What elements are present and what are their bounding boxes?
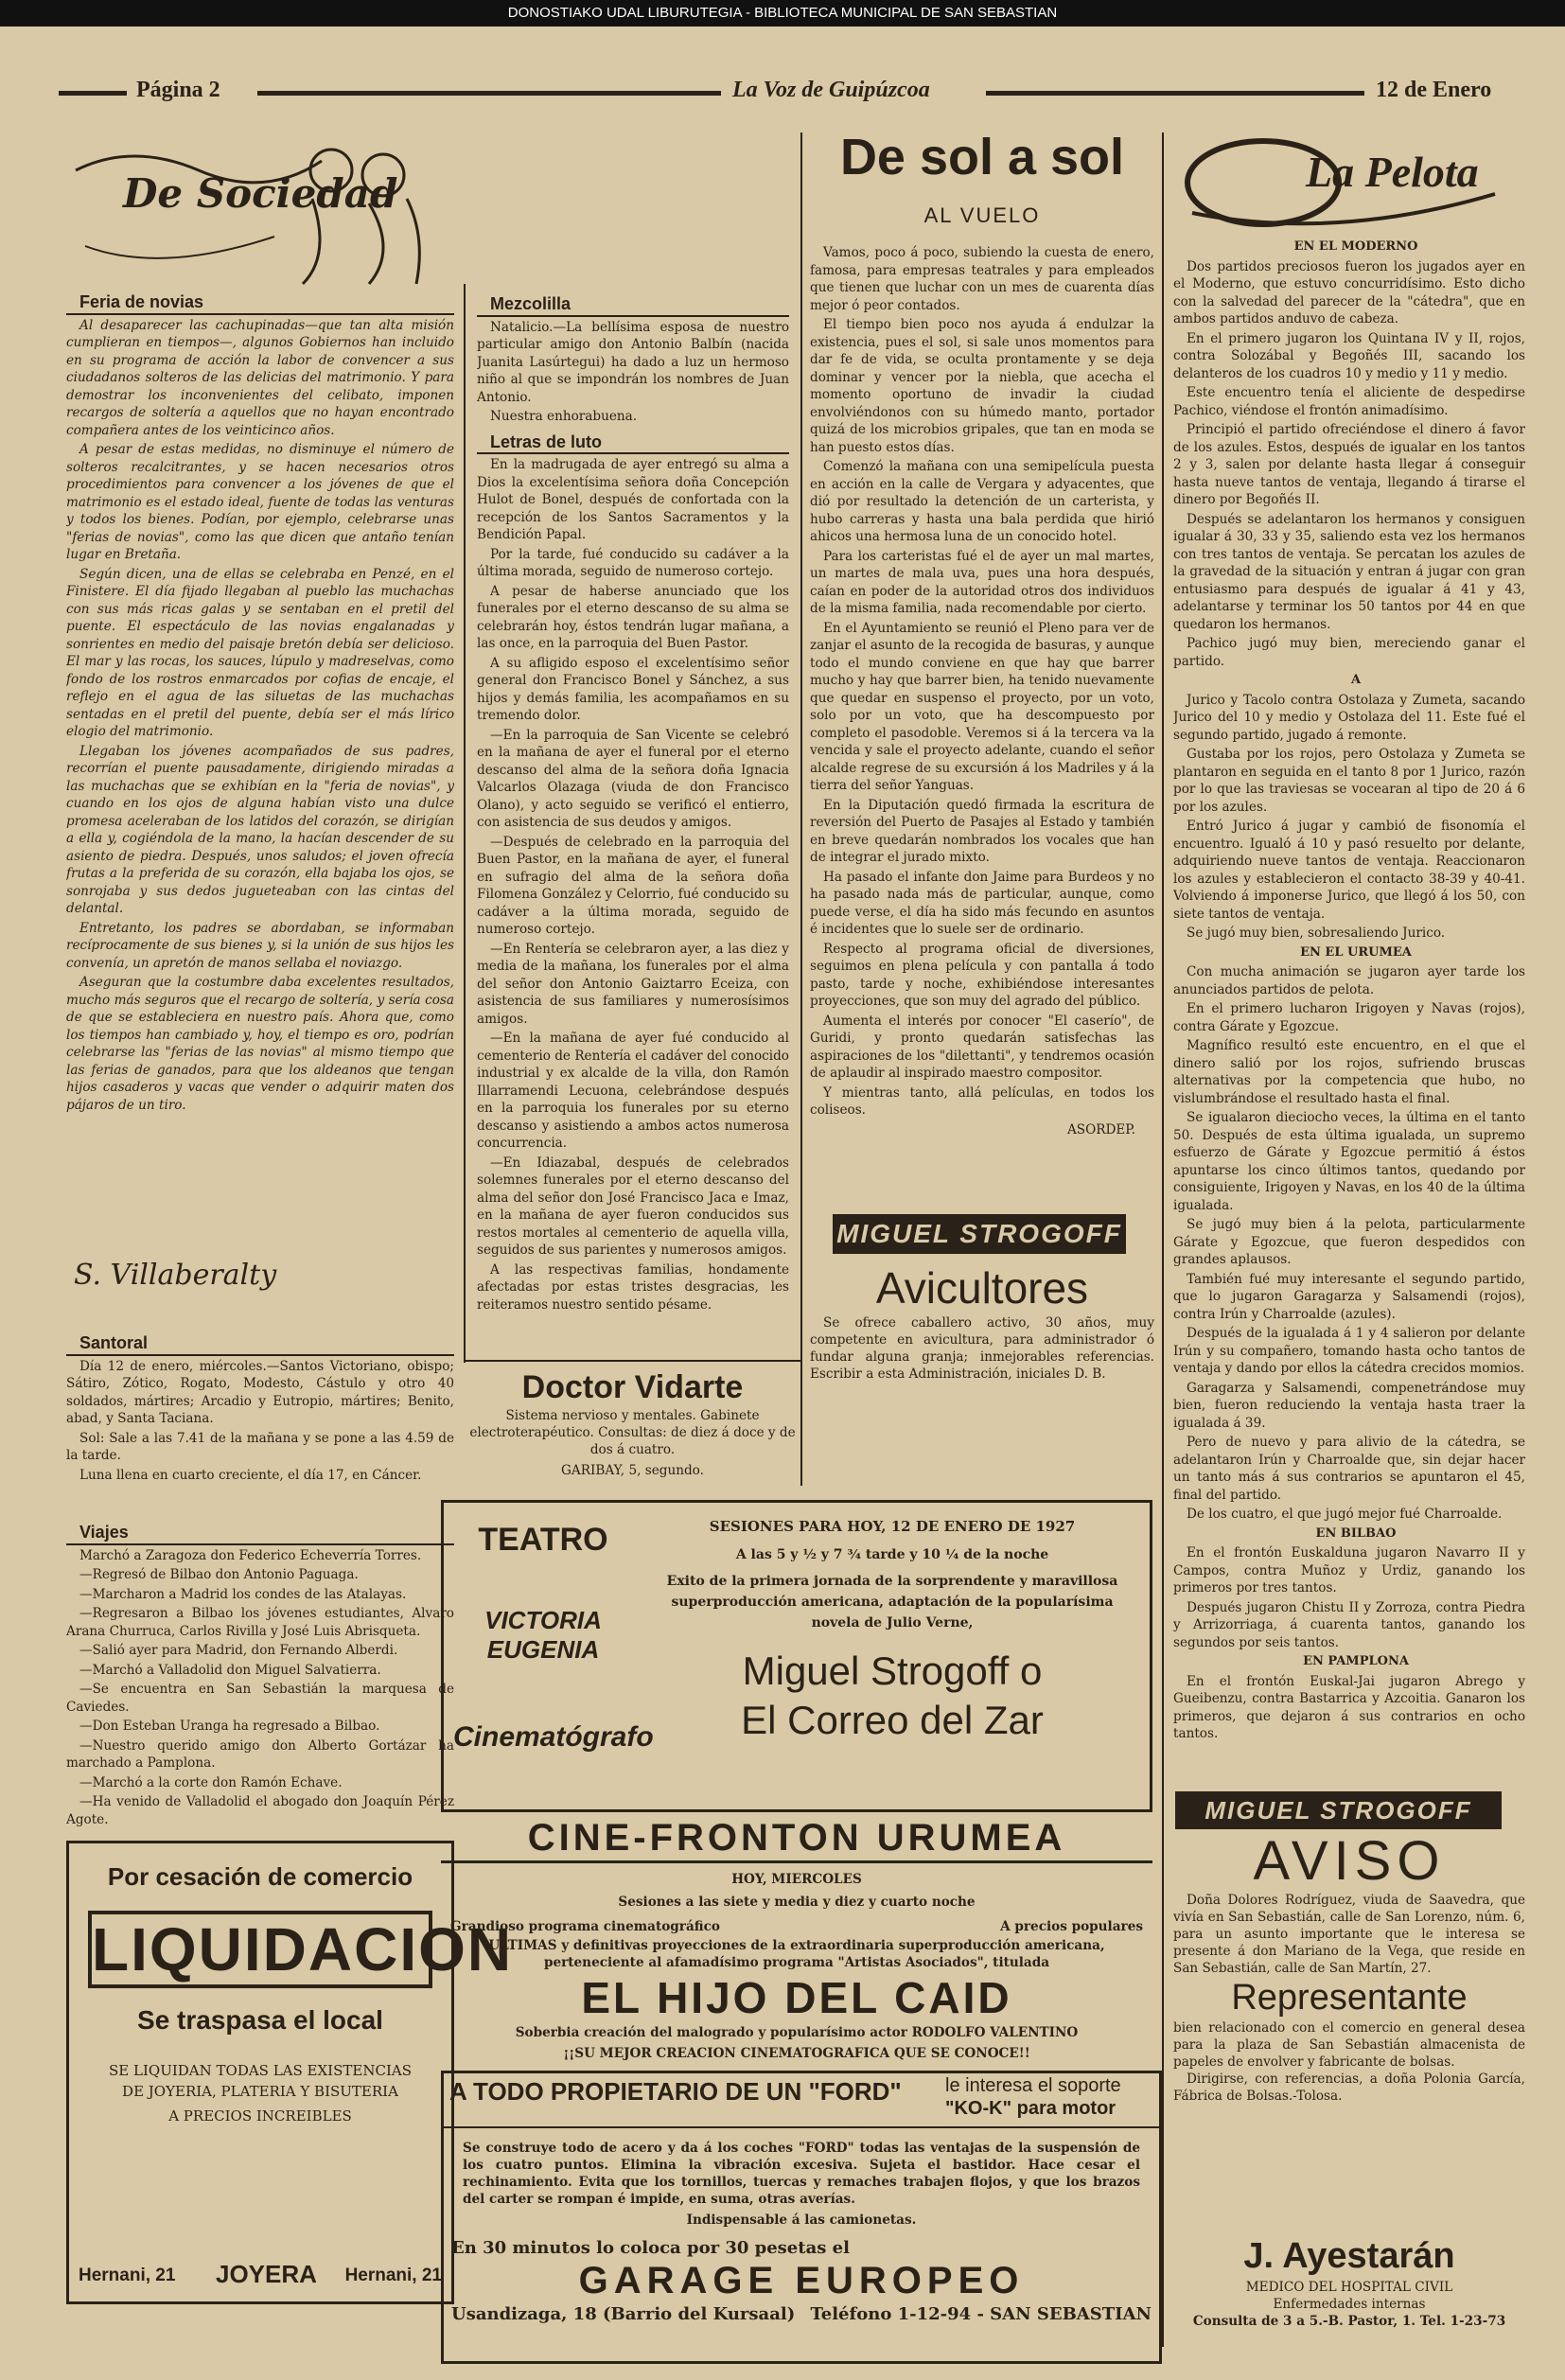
header-rule [986,91,1364,96]
paragraph: —Se encuentra en San Sebastián la marquesa de Caviedes. [66,1682,454,1715]
logo-lettering: La Pelota [1306,148,1479,196]
paragraph: También fué muy interesante el segundo partido, que lo jugaron Garagarza y Salsamendi (rojos), contra Irún y Charroalde (azules). [1173,1271,1525,1322]
paragraph: Después se adelantaron los hermanos y consiguen igualar á 30, 33 y 35, saliendo esta vez los hermanos con tres tantos de ventaja. Se percatan los azules de la gravedad de la situación y entran á jugar con gran entusiasmo para después de igualar á 41 y 43, adelantarse y terminar los 50 tantos por 44 en que quedaron los hermanos. [1173,511,1525,632]
paragraph: Nuestra enhorabuena. [490,409,638,424]
paragraph: En el frontón Euskal-Jai jugaron Abrego y Gueibenzu, contra Bastarrica y Azcoitia. Ganaron los primeros, que dejaron á sus contrarios en ocho tantos. [1173,1673,1525,1741]
paragraph: —En Rentería se celebraron ayer, a las diez y media de la mañana, los funerales por el alma del señor don Antonio Gaiztarro Eceiza, con asistencia de sus familiares y numerosísimos amigos. [477,941,789,1027]
representante-contact: Dirigirse, con referencias, a doña Polonia García, Fábrica de Bolsas.-Tolosa. [1173,2071,1525,2104]
paragraph: —En la parroquia de San Vicente se celebró en la mañana de ayer el funeral por el eterno descanso del alma de la señora doña Ignacia Valcarlos Olazaga (viuda de don Francisco Olano), y acto seguido se verificó el entierro, con asistencia de sus deudos y amigos. [477,727,789,830]
garage-name: GARAGE EUROPEO [578,2260,1025,2301]
subheading: EN PAMPLONA [1303,1654,1409,1668]
garage-footer [444,2304,1159,2329]
paragraph: En el primero lucharon Irigoyen y Navas (rojos), contra Gárate y Egozcue. [1173,1001,1525,1034]
paragraph: Se jugó muy bien á la pelota, particularmente Gárate y Egozcue, que fueron despedidos con grandes aplausos. [1173,1217,1525,1267]
header-rule [59,91,127,96]
garage-europeo-ad [441,2071,1162,2364]
paragraph: Llegaban los jóvenes acompañados de sus padres, recorrían el puente pausadamente, dirigiendo miradas a las muchachas que se exhibían en la "feria de novias", y cuando en los ojos de alguna habían visto una dulce promesa aceleraban de los latidos del corazón, se dirigían a ella y, cogiéndola de la mano, la hacían descender de su asiento de piedra. Después, unos saludos; el joven ofrecía frutas a la preferida de su corazón, ella bajaba los ojos, se sonrojaba y sus dedos jugueteaban con las cintas del delantal. [66,743,454,916]
paragraph: Comenzó la mañana con una semipelícula puesta en acción en la calle de Vergara y adyacentes, que dió por resultado la detención de un carterista, y hubo carreras y hasta una bala perdida que hirió ahicos una hermosa luna de un conocido hotel. [810,459,1154,544]
paragraph: En la madrugada de ayer entregó su alma a Dios la excelentísima señora doña Concepción Hulot de Bonel, después de confortada con la recepción de los Santos Sacramentos y la Bendición Papal. [477,457,789,542]
paragraph: Garagarza y Salsamendi, compenetrándose muy bien, fueron reduciendo la ventaja hasta traer la igualada á 39. [1173,1380,1525,1431]
ford-minutes: En 30 minutos lo coloca por 30 pesetas el [451,2238,850,2258]
paragraph: Día 12 de enero, miércoles.—Santos Victoriano, obispo; Sátiro, Zótico, Rogato, Modesto, Cástulo y otro 40 soldados, mártires; Arcadio y Eutropio, mártires; Benito, abad, y Santa Taciana. [66,1358,454,1426]
teatro-film-line2: El Correo del Zar [741,1698,1044,1742]
ayestaran-ad [1173,2233,1525,2366]
teatro-ad [441,1500,1152,1812]
pelota-body [1173,238,1525,1743]
ford-text: Se construye todo de acero y da á los coches "FORD" todas las ventajas de la suspensión de los cuatro puntos. Elimina la vibración excesiva. Sujeta el bastidor. Hace cesar el rechinamiento. Evita que los tornillos, tuercas y remaches trabajen flojos, y que los brazos del carter se rompan é impide, en suma, otras averías. [463,2141,1140,2207]
ford-right-line2: "KO-K" para motor [945,2098,1117,2119]
paragraph: Al desaparecer las cachupinadas—que tan alta misión cumplieran en tiempos—, algunos Gobiernos han incluido en su programa de acción la labor de convencer a sus ciudadanos solteros de las delicias del matrimonio. Y para demostrar los inconvenientes del celibato, imponen recargos de soltería a aquellos que no hayan encontrado compañera antes de los veinticinco años. [66,317,454,438]
cine-precios: A precios populares [1000,1919,1143,1934]
library-banner: DONOSTIAKO UDAL LIBURUTEGIA - BIBLIOTECA MUNICIPAL DE SAN SEBASTIAN [0,0,1565,26]
garage-address: Usandizaga, 18 (Barrio del Kursaal) [451,2304,796,2324]
paragraph: Aseguran que la costumbre daba excelentes resultados, mucho más seguros que el recargo de soltería, y sería cosa de que se estableciera en nuestro país. Ahora que, como los tiempos han cambiado y, hoy, el tiempo es oro, podrían celebrarse las "ferias de las novias" al mismo tiempo que las ferias de ganados, para que los aldeanos que tengan hijos casaderos y vacas que vender o adquirir maten dos pájaros de un tiro. [66,975,454,1113]
paragraph: Jurico y Tacolo contra Ostolaza y Zumeta, sacando Jurico del 10 y medio y Ostolaza del 11. Este fué el segundo partido, jugado á remonte. [1173,692,1525,743]
subheading: EN EL MODERNO [1293,239,1418,254]
cine-film: EL HIJO DEL CAID [581,1973,1012,2022]
ad-middle: Se traspasa el local [137,2005,383,2035]
cine-mejor: ¡¡SU MEJOR CREACION CINEMATOGRAFICA QUE SE CONOCE!! [563,2046,1030,2061]
article-author: ASORDEP. [1066,1121,1135,1137]
ford-indispensable: Indispensable á las camionetas. [686,2213,917,2228]
de-sociedad-logo [66,132,454,289]
teatro-exito: Exito de la primera jornada de la sorprendente y maravillosa superproducción americana, adaptación de la popularísima novela de Julio Verne, [666,1574,1118,1631]
subheading: EN EL URUMEA [1300,944,1412,960]
ad-headline: LIQUIDACION [88,1911,432,1988]
section-title: Mezcolilla [477,295,789,317]
signature: S. Villaberalty [74,1259,277,1292]
paragraph: Aumenta el interés por conocer "El caserío", de Guridi, y pronto quedarán satisfechas las aspiraciones de los "dilettanti", y tendremos ocasión de aplaudir al inspirado maestro compositor. [810,1013,1154,1081]
ford-headline: A TODO PROPIETARIO DE UN "FORD" [449,2077,902,2106]
teatro-times: A las 5 y ½ y 7 ¾ tarde y 10 ¼ de la noche [735,1547,1049,1562]
ad-body: SE LIQUIDAN TODAS LAS EXISTENCIAS DE JOYERIA, PLATERIA Y BISUTERIA [109,2062,412,2100]
paragraph: Ha pasado el infante don Jaime para Burdeos y no ha pasado nada más de particular, aunque, como puede verse, el día ha sido más fecundo en asuntos é incidentes que lo suele ser de ordinario. [810,869,1154,937]
paragraph: Se igualaron dieciocho veces, la última en el tanto 50. Después de esta última igualada, un supremo esfuerzo de Gárate y Egozcue permitió á éstos apuntarse los cinco últimos tantos, quedando por consiguiente, Irigoyen y Navas, en los 40 de la última igualada. [1173,1110,1525,1213]
vidarte-address: GARIBAY, 5, segundo. [561,1463,704,1478]
teatro-name: VICTORIA EUGENIA [484,1606,602,1664]
paragraph: Dos partidos preciosos fueron los jugados ayer en el Moderno, que estuvo concurridísimo. Esto dicho con la salvedad del parecer de la "cátedra", que en ambos partidos anduvo de cabeza. [1173,258,1525,326]
paragraph: Respecto al programa oficial de diversiones, seguimos en plena película y con pantalla á todo pasto, tarde y noche, exhibiéndose interesantes proyecciones, que son muy del agrado del público. [810,941,1154,1009]
paragraph: —Marcharon a Madrid los condes de las Atalayas. [79,1586,407,1602]
paragraph: Según dicen, una de ellas se celebraba en Penzé, en el Finistere. El día fijado llegaban al pueblo las muchachas con sus más ricas galas y se sentaban en el pretil del puente. El espectáculo de las novias engalanadas y sonrientes en medio del paisaje bretón debía ser delicioso. El mar y las rocas, los sauces, lúpulo y madreselvas, como fondo de los rostros enmarcados por cofias de encaje, el reflejo en el agua de las siluetas de las muchachas sentadas en el pretil del puente, debía ser el más lírico elogio del matrimonio. [66,566,454,739]
column-divider [1162,132,1164,2347]
paragraph: A pesar de estas medidas, no disminuye el número de solteros recalcitrantes, y se hacen necesarios otros procedimientos para convencer a los jóvenes de que el matrimonio es el estado ideal, fuente de todas las venturas y todos los bienes. Podían, por ejemplo, celebrarse unas "ferias de novias", como las que dicen que antaño tenían lugar en Bretaña. [66,442,454,562]
paragraph: Principió el partido ofreciéndose el dinero á favor de los azules. Estos, después de igualar en los tantos 2 y 3, salen por delante hasta llegar á conseguir hasta nueve tantos de ventaja, llegando á tirarse el dinero por Begoñés II. [1173,422,1525,507]
paragraph: A su afligido esposo el excelentísimo señor general don Francisco Bonel y Sánchez, a sus hijos y demás familia, les acompañamos en su tremendo dolor. [477,655,789,723]
santoral-section [66,1334,454,1514]
paragraph: Luna llena en cuarto creciente, el día 17, en Cáncer. [79,1467,422,1483]
teatro-right-panel [646,1516,1138,1745]
ayestaran-name: J. Ayestarán [1243,2236,1455,2276]
cine-soberbia: Soberbia creación del malogrado y popularísimo actor RODOLFO VALENTINO [515,2025,1079,2040]
paragraph: —En la mañana de ayer fué conducido al cementerio de Rentería el cadáver del conocido industrial y ex alcalde de la villa, don Ramón Illarramendi Lecuona, celebrándose después en la parroquia los funerales por su eterno descanso y asistiendo a ambos actos numerosa concurrencia. [477,1031,789,1151]
ayestaran-specialty: Enfermedades internas [1273,2297,1426,2312]
page-header [59,78,1506,108]
mezcolilla-body [477,319,789,426]
la-pelota-logo [1173,128,1523,232]
paragraph: El tiempo bien poco nos ayuda á endulzar la existencia, pues el sol, si sale unos momentos para dar fe de vida, se oculta prontamente y se deja dominar y vencer por la niebla, que acecha el momento oportuno de invadir la ciudad envolviéndonos con su húmedo manto, portador quizá de los microbios gripales, que tan en moda se han puesto estos días. [810,317,1154,455]
santoral-body [66,1358,454,1485]
cine-program-line [441,1918,1152,1937]
representante-title: Representante [1231,1978,1468,2018]
feria-body [66,317,454,1115]
paragraph: Marchó a Zaragoza don Federico Echeverría Torres. [79,1547,422,1563]
section-title: Santoral [66,1334,454,1356]
ad-prices: A PRECIOS INCREIBLES [168,2107,352,2124]
avicultores-text: Se ofrece caballero activo, 30 años, muy competente en avicultura, para administrador ó fundar alguna granja; inmejorables referencias. Escribir a esta Administración, iniciales D. B. [810,1315,1154,1382]
newspaper-name: La Voz de Guipúzcoa [732,78,930,102]
ad-footer [79,2260,442,2292]
paragraph: Natalicio.—La bellísima esposa de nuestro particular amigo don Antonio Balbín (nacida Juanita Lasúrtegui) ha dado a luz un hermoso niño al que se impondrán los nombres de Juan Antonio. [477,319,789,405]
paragraph: —Nuestro querido amigo don Alberto Gortázar ha marchado a Pamplona. [66,1737,454,1771]
subheading: EN BILBAO [1315,1525,1397,1541]
paragraph: Para los carteristas fué el de ayer un mal martes, un martes de mala uva, pues una hora después, caían en poder de la autoridad otros dos individuos de la misma familia, nada recomendable por cierto. [810,548,1154,616]
paragraph: Después de la igualada á 1 y 4 salieron por delante Irún y su compañero, tomando hasta ocho tantos de ventaja y dando por ellos la cátedra crecidos momios. [1173,1326,1525,1376]
vidarte-name: Doctor Vidarte [521,1369,744,1405]
header-rule [257,91,721,96]
ad-top: Por cesación de comercio [107,1862,413,1891]
teatro-film-line1: Miguel Strogoff o [742,1648,1043,1693]
paragraph: Después jugaron Chistu II y Zorroza, contra Piedra y Arrizorriaga, á cuarenta tantos, ganando los segundos por seis tantos. [1173,1599,1525,1650]
teatro-cinema: Cinematógrafo [453,1721,654,1753]
paragraph: Gustaba por los rojos, pero Ostolaza y Zumeta se plantaron en seguida en el tanto 8 por 1 Jurico, razón por lo que las traviesas se vocearan al tipo de 20 á 6 por los azules. [1173,747,1525,815]
miguel-strogoff-strip: MIGUEL STROGOFF [1175,1791,1502,1829]
miguel-strogoff-strip: MIGUEL STROGOFF [833,1214,1126,1254]
aviso-title: AVISO [1253,1830,1446,1892]
cine-title: CINE-FRONTON URUMEA [441,1815,1152,1863]
ford-headline-row [444,2073,1159,2128]
section-title: Viajes [66,1524,454,1545]
teatro-left-panel [453,1522,654,1754]
cine-ultimas: ULTIMAS y definitivas proyecciones de la extraordinaria superproducción americana, perteneciente al afamadísimo programa "Artistas Asociados", titulada [488,1938,1105,1970]
liquidacion-ad [66,1841,514,2304]
avicultores-title: Avicultores [875,1263,1089,1313]
paragraph: Pero de nuevo y para alivio de la cátedra, se adelantaron Irún y Charroalde que, sin dejar hacer un tanto más á sus contrarios se apuntaron el 45, final del partido. [1173,1435,1525,1503]
logo-lettering: De Sociedad [123,170,398,217]
ayestaran-title: MEDICO DEL HOSPITAL CIVIL [1245,2280,1453,2295]
luto-body [477,456,789,1313]
paragraph: —Salió ayer para Madrid, don Fernando Alberdi. [79,1643,398,1658]
paragraph: —Después de celebrado en la parroquia del Buen Pastor, en la mañana de ayer, el funeral en sufragio del alma de la señora doña Filomena González y Celorrio, fué conducido su cadáver a la última morada, seguido de numeroso cortejo. [477,834,789,937]
paragraph: Y mientras tanto, allá películas, en todos los coliseos. [810,1084,1154,1118]
de-sol-a-sol-title: De sol a sol [839,129,1125,185]
paragraph: Sol: Sale a las 7.41 de la mañana y se pone a las 4.59 de la tarde. [66,1430,454,1463]
ad-address-right: Hernani, 21 [344,2265,442,2285]
paragraph: A pesar de haberse anunciado que los funerales por el eterno descanso de su alma se celebrarán hoy, éstos tendrán lugar mañana, a las once, en la parroquia del Buen Pastor. [477,583,789,651]
de-sol-a-sol-article [810,244,1154,1190]
column-two [477,295,789,1355]
paragraph: Este encuentro tenía el aliciente de despedirse Pachico, viéndose el frontón animadísimo. [1173,385,1525,418]
paragraph: Con mucha animación se jugaron ayer tarde los anunciados partidos de pelota. [1173,964,1525,997]
ford-right-line1: le interesa el soporte [945,2075,1121,2096]
paragraph: —Marchó a Valladolid don Miguel Salvatierra. [79,1662,381,1678]
paragraph: Por la tarde, fué conducido su cadáver a la última morada, seguido de numeroso cortejo. [477,546,789,579]
representante-text: bien relacionado con el comercio en general desea para la plaza de San Sebastián almacenista de papeles de envolver y fabricante de bolsas. [1173,2020,1525,2070]
paragraph: —Regresó de Bilbao don Antonio Paguaga. [79,1567,359,1582]
la-pelota-article [1173,238,1525,1781]
issue-date: 12 de Enero [1376,78,1492,102]
viajes-body [66,1547,454,1829]
garage-phone: Teléfono 1-12-94 - SAN SEBASTIAN [810,2304,1152,2324]
ad-brand: JOYERA [216,2260,317,2288]
paragraph: De los cuatro, el que jugó mejor fué Charroalde. [1187,1507,1503,1522]
paragraph: Se jugó muy bien, sobresaliendo Jurico. [1187,926,1446,941]
aviso-ad [1173,1830,1525,1976]
section-rule [464,1360,800,1362]
paragraph: Entró Jurico á jugar y cambió de fisonomía el encuentro. Igualó á 10 y pasó resuelto por delante, adquiriendo nueve tantos de ventaja. Reaccionaron los azules y establecieron el contacto 38-39 y 40-41. Volviendo á imponerse Jurico, que llegó á los 50, con siete tantos de ventaja. [1173,819,1525,922]
cine-day: HOY, MIERCOLES [731,1872,862,1887]
vidarte-text: Sistema nervioso y mentales. Gabinete electroterapéutico. Consultas: de diez á doce y de dos á cuatro. [469,1408,796,1457]
teatro-word: TEATRO [478,1522,608,1558]
ad-address-left: Hernani, 21 [79,2265,176,2285]
paragraph: En el frontón Euskalduna jugaron Navarro II y Campos, contra Muñoz y Urdiz, ganando los primeros por tres tantos. [1173,1545,1525,1595]
viajes-section [66,1524,454,1831]
aviso-text: Doña Dolores Rodríguez, viuda de Saavedra, que vivía en San Sebastián, calle de San Lorenzo, núm. 6, para un asunto importante que le interesa se presente á don Mariano de la Vega, que reside en San Sebastián, calle de San Martín, 27. [1173,1893,1525,1976]
section-title: Feria de novias [66,293,454,315]
feria-article [66,293,454,1268]
teatro-sessions: SESIONES PARA HOY, 12 DE ENERO DE 1927 [709,1518,1076,1535]
paragraph: —Marchó a la corte don Ramón Echave. [79,1774,343,1790]
column-divider [800,132,802,1486]
cine-fronton-ad [441,1815,1152,2063]
paragraph: —Ha venido de Valladolid el abogado don Joaquín Pérez Agote. [66,1794,454,1827]
paragraph: —En Idiazabal, después de celebrados solemnes funerales por el eterno descanso del alma del señor don José Francisco Jaca e Imaz, en la mañana de ayer fueron conducidos sus restos mortales al cementerio de aquella villa, seguidos de sus parientes y numerosos amigos. [477,1155,789,1258]
ayestaran-consult: Consulta de 3 a 5.-B. Pastor, 1. Tel. 1-23-73 [1192,2314,1506,2329]
article-body [810,244,1154,1119]
paragraph: En el Ayuntamiento se reunió el Pleno para ver de zanjar el asunto de la recogida de basuras, y aunque todo el mundo conviene en que hay que barrer mucho y hay que barrer bien, ha tenido nuevamente que quedar en suspenso el proyecto, por un voto, solo por un voto, que ha descompuesto por completo el pasodoble. Veremos si á la tercera va la vencida y sale el proyecto adelante, cuando el señor alcalde regrese de su excursión á los Madriles y á la tierra del señor Yanguas. [810,620,1154,793]
paragraph: En la Diputación quedó firmada la escritura de reversión del Puerto de Pasajes al Estado y también en breve quedarán nombrados los vocales que han de integrar el jurado mixto. [810,797,1154,865]
paragraph: En el primero jugaron los Quintana IV y II, rojos, contra Solozábal y Begoñés III, sacando los delanteros de los cuadros 10 y medio y 11 y medio. [1173,330,1525,381]
paragraph: —Regresaron a Bilbao los jóvenes estudiantes, Alvaro Arana Churruca, Carlos Rivilla y José Luis Abrisqueta. [66,1606,454,1639]
paragraph: A las respectivas familias, hondamente afectadas por estas tristes desgracias, les reiteramos nuestro sentido pésame. [477,1261,789,1313]
paragraph: —Don Esteban Uranga ha regresado a Bilbao. [79,1719,380,1734]
representante-ad [1173,1976,1525,2203]
al-vuelo-subtitle: AL VUELO [923,203,1041,227]
paragraph: Vamos, poco á poco, subiendo la cuesta de enero, famosa, para empresas teatrales y para empleados que tienen que luchar con un mes de cuarenta días mejor ó peor contados. [810,245,1154,313]
paragraph: Pachico jugó muy bien, mereciendo ganar el partido. [1173,636,1525,669]
vidarte-ad [469,1367,796,1481]
paragraph: Entretanto, los padres se abordaban, se informaban recíprocamente de sus bienes y, si la unión de sus hijos les convenía, un apretón de manos sellaba el noviazgo. [66,920,454,971]
paragraph: Magnífico resultó este encuentro, en el que el dinero salió por los rojos, sufriendo bruscas alternativas por la competencia que hubo, no vislumbrándose el resultado hasta el final. [1173,1038,1525,1106]
section-title: Letras de luto [477,433,789,455]
page-number: Página 2 [136,78,220,102]
subheading: A [1350,673,1362,687]
cine-grandioso: Grandioso programa cinematográfico [450,1919,720,1934]
cine-sessions: Sesiones a las siete y media y diez y cuarto noche [618,1895,976,1910]
avicultores-ad [810,1261,1154,1479]
column-divider [464,284,466,1363]
